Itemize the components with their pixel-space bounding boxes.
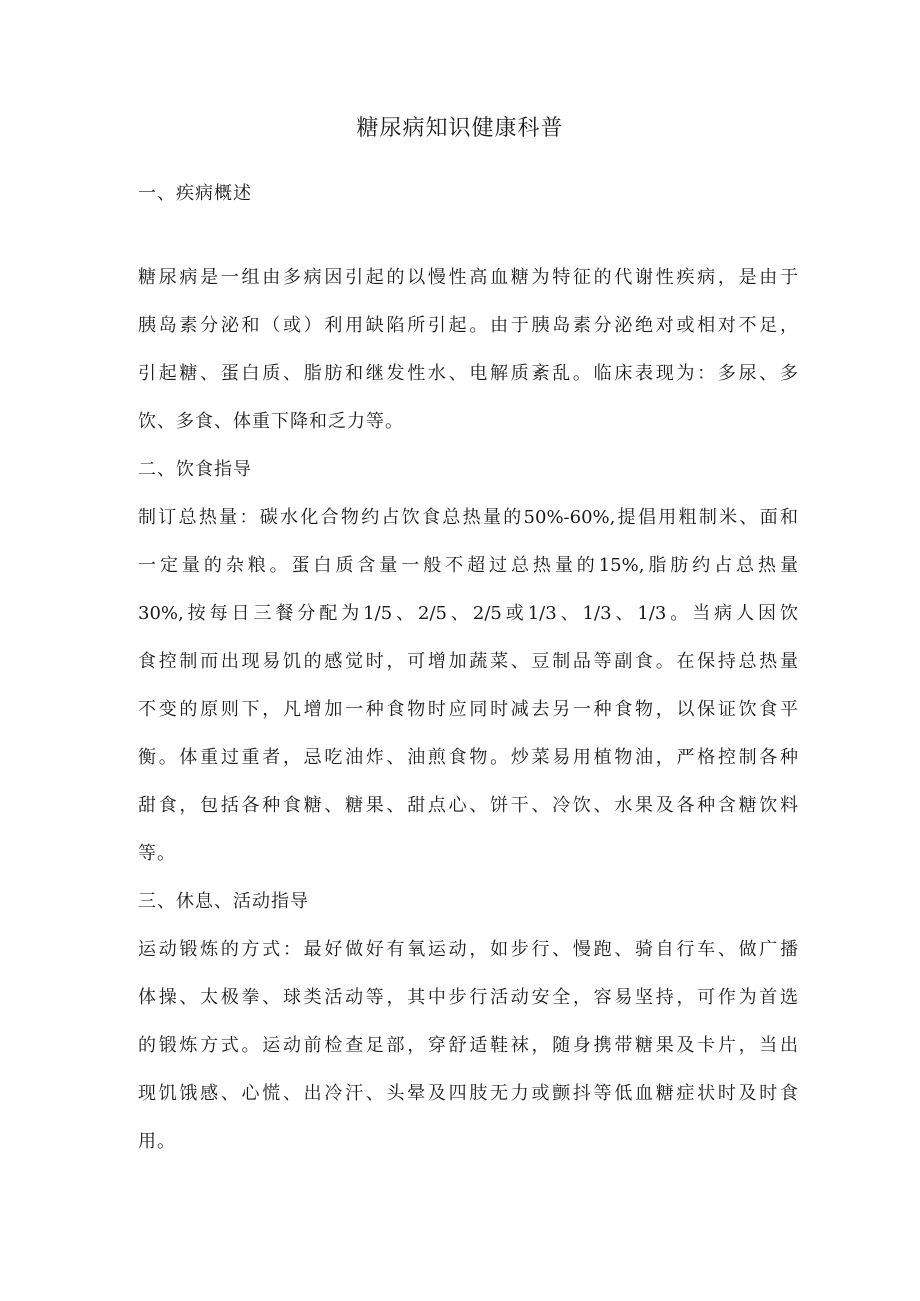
paragraph-line: 一定量的杂粮。蛋白质含量一般不超过总热量的15%,脂肪约占总热量 xyxy=(138,555,798,576)
paragraph-line: 运动锻炼的方式：最好做好有氧运动，如步行、慢跑、骑自行车、做广播 xyxy=(138,939,798,960)
paragraph-line: 食控制而出现易饥的感觉时，可增加蔬菜、豆制品等副食。在保持总热量 xyxy=(138,651,798,672)
paragraph-line: 30%,按每日三餐分配为1/5、2/5、2/5或1/3、1/3、1/3。当病人因饮 xyxy=(138,603,798,624)
section-heading-activity: 三、休息、活动指导 xyxy=(138,891,309,912)
paragraph-line: 等。 xyxy=(138,843,176,864)
paragraph-line: 的锻炼方式。运动前检查足部，穿舒适鞋袜，随身携带糖果及卡片，当出 xyxy=(138,1035,798,1056)
section-heading-diet: 二、饮食指导 xyxy=(138,459,252,480)
paragraph-line: 不变的原则下，凡增加一种食物时应同时减去另一种食物，以保证饮食平 xyxy=(138,699,798,720)
document-title: 糖尿病知识健康科普 xyxy=(356,116,564,141)
paragraph-line: 甜食，包括各种食糖、糖果、甜点心、饼干、冷饮、水果及各种含糖饮料 xyxy=(138,795,798,816)
paragraph-line: 饮、多食、体重下降和乏力等。 xyxy=(138,411,404,432)
section-heading-overview: 一、疾病概述 xyxy=(138,183,252,204)
paragraph-line: 衡。体重过重者，忌吃油炸、油煎食物。炒菜易用植物油，严格控制各种 xyxy=(138,747,798,768)
paragraph-line: 制订总热量：碳水化合物约占饮食总热量的50%-60%,提倡用粗制米、面和 xyxy=(138,507,798,528)
paragraph-line: 胰岛素分泌和（或）利用缺陷所引起。由于胰岛素分泌绝对或相对不足， xyxy=(138,315,798,336)
paragraph-line: 现饥饿感、心慌、出冷汗、头晕及四肢无力或颤抖等低血糖症状时及时食 xyxy=(138,1083,798,1104)
paragraph-line: 体操、太极拳、球类活动等，其中步行活动安全，容易坚持，可作为首选 xyxy=(138,987,798,1008)
paragraph-line: 用。 xyxy=(138,1131,176,1152)
paragraph-line: 糖尿病是一组由多病因引起的以慢性高血糖为特征的代谢性疾病，是由于 xyxy=(138,267,798,288)
paragraph-line: 引起糖、蛋白质、脂肪和继发性水、电解质紊乱。临床表现为：多尿、多 xyxy=(138,363,798,384)
